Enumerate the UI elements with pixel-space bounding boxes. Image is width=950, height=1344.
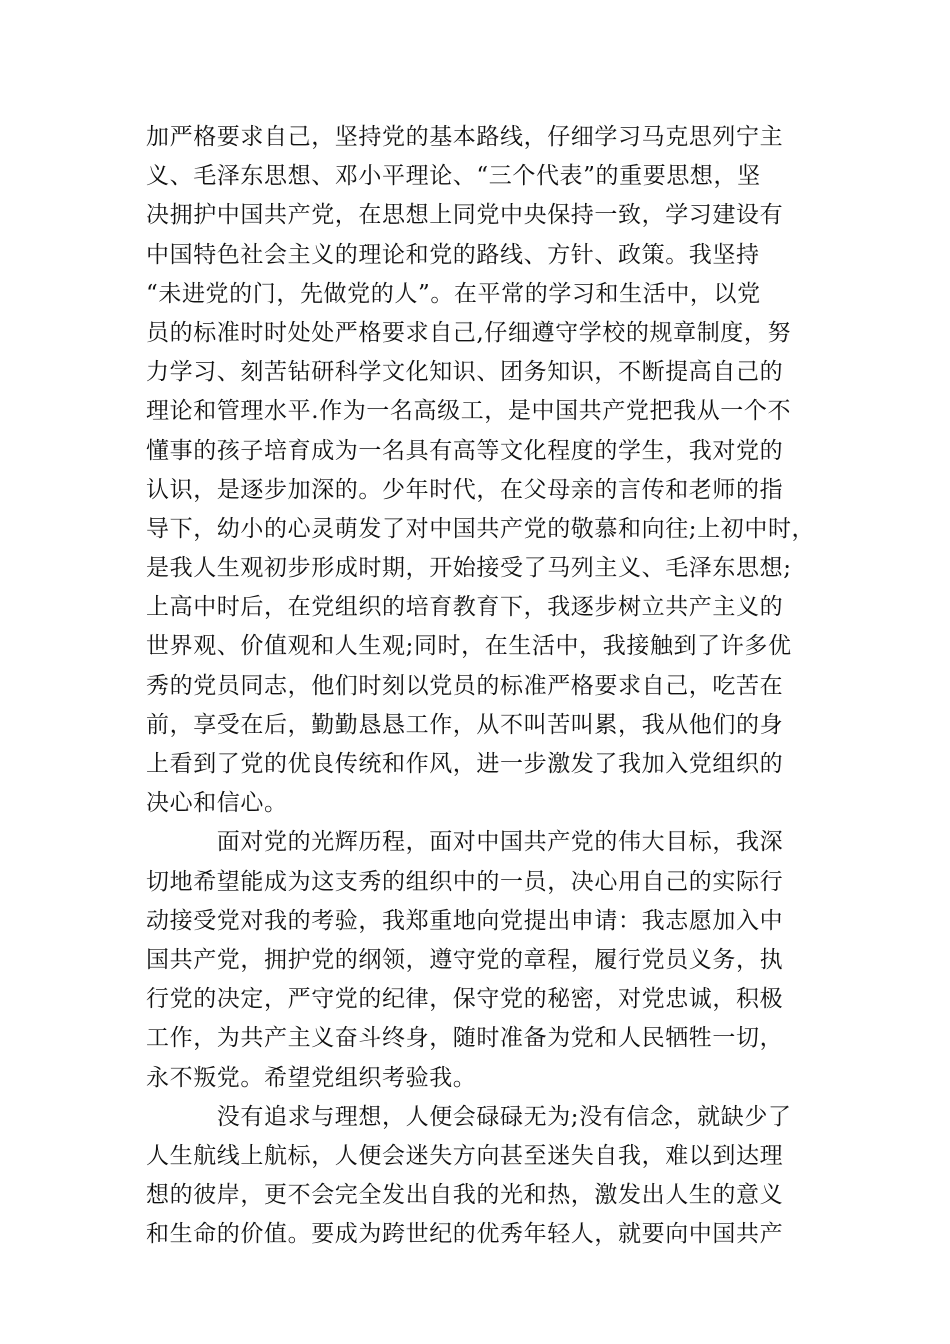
text-line: 员的标准时时处处严格要求自己,仔细遵守学校的规章制度，努	[146, 319, 792, 346]
text-line: 前，享受在后，勤勤恳恳工作，从不叫苦叫累，我从他们的身	[146, 711, 784, 738]
text-line: 没有追求与理想，人便会碌碌无为;没有信念，就缺少了	[146, 1103, 792, 1130]
text-line: 动接受党对我的考验，我郑重地向党提出申请：我志愿加入中	[146, 907, 784, 934]
text-line: 理论和管理水平.作为一名高级工，是中国共产党把我从一个不	[146, 398, 792, 425]
text-line: 想的彼岸，更不会完全发出自我的光和热，激发出人生的意义	[146, 1182, 784, 1209]
text-line: 秀的党员同志，他们时刻以党员的标准严格要求自己，吃苦在	[146, 672, 784, 699]
text-line: 是我人生观初步形成时期，开始接受了马列主义、毛泽东思想;	[146, 555, 792, 582]
text-line: 导下，幼小的心灵萌发了对中国共产党的敬慕和向往;上初中时，	[146, 515, 816, 542]
text-line: 行党的决定，严守党的纪律，保守党的秘密，对党忠诚，积极	[146, 986, 784, 1013]
text-line: 决拥护中国共产党，在思想上同党中央保持一致，学习建设有	[146, 202, 784, 229]
text-line: 加严格要求自己，坚持党的基本路线，仔细学习马克思列宁主	[146, 124, 784, 150]
text-line: 和生命的价值。要成为跨世纪的优秀年轻人，就要向中国共产	[146, 1221, 784, 1248]
body-text	[146, 118, 826, 1254]
text-line: 人生航线上航标，人便会迷失方向甚至迷失自我，难以到达理	[146, 1142, 784, 1169]
text-line: 认识，是逐步加深的。少年时代，在父母亲的言传和老师的指	[146, 476, 784, 503]
text-line: 义、毛泽东思想、邓小平理论、“三个代表”的重要思想，坚	[146, 163, 761, 190]
text-line: “未进党的门，先做党的人”。在平常的学习和生活中，以党	[146, 280, 761, 307]
text-line: 永不叛党。希望党组织考验我。	[146, 1064, 477, 1091]
text-line: 懂事的孩子培育成为一名具有高等文化程度的学生，我对党的	[146, 437, 784, 464]
text-line: 决心和信心。	[146, 790, 288, 817]
text-line: 切地希望能成为这支秀的组织中的一员，决心用自己的实际行	[146, 868, 784, 895]
text-line: 面对党的光辉历程，面对中国共产党的伟大目标，我深	[146, 829, 784, 856]
text-line: 世界观、价值观和人生观;同时，在生活中，我接触到了许多优	[146, 633, 792, 660]
text-line: 工作，为共产主义奋斗终身，随时准备为党和人民牺牲一切，	[146, 1025, 784, 1052]
text-line: 上看到了党的优良传统和作风，进一步激发了我加入党组织的	[146, 751, 784, 777]
text-line: 力学习、刻苦钻研科学文化知识、团务知识，不断提高自己的	[146, 359, 784, 386]
text-line: 中国特色社会主义的理论和党的路线、方针、政策。我坚持	[146, 241, 760, 268]
text-line: 国共产党，拥护党的纲领，遵守党的章程，履行党员义务，执	[146, 946, 784, 973]
text-line: 上高中时后，在党组织的培育教育下，我逐步树立共产主义的	[146, 594, 784, 621]
